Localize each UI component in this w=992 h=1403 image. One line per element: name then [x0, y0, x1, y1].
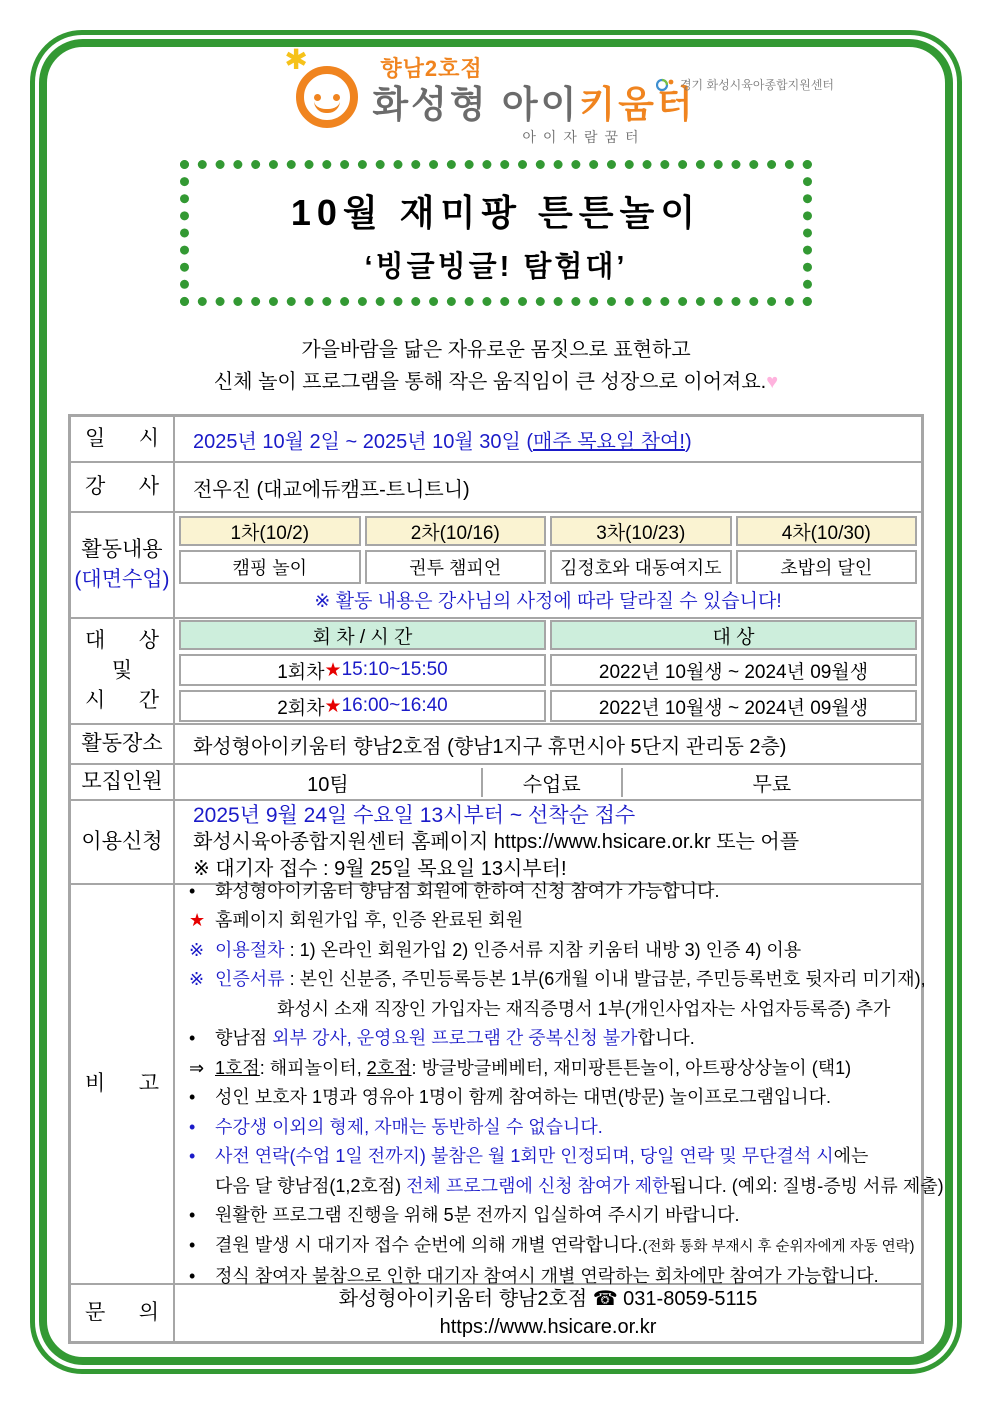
- target-col-header: 대 상: [550, 620, 917, 650]
- intro-line2: 신체 놀이 프로그램을 통해 작은 움직임이 큰 성장으로 이어져요.♥: [213, 371, 779, 393]
- row-apply-label: 이용신청: [71, 801, 175, 883]
- apply-site: 화성시육아종합지원센터 홈페이지 https://www.hsicare.or.kr 또는 어플: [193, 830, 800, 853]
- row-recruit: [71, 763, 921, 799]
- remark-marker: •: [189, 1266, 196, 1286]
- row-datetime-label: 일 시: [71, 417, 175, 461]
- remark-line: ★ 홈페이지 회원가입 후, 인증 완료된 회원: [189, 906, 944, 936]
- remark-marker: •: [189, 1087, 196, 1107]
- datetime-value: 2025년 10월 2일 ~ 2025년 10월 30일 (매주 목요일 참여!): [193, 430, 692, 453]
- session-header: 4차(10/30): [736, 516, 918, 546]
- remark-marker: •: [189, 880, 196, 901]
- intro-text: [0, 334, 992, 398]
- remark-line: 다음 달 향남점(1,2호점) 전체 프로그램에 신청 참여가 제한됩니다. (예외: 질병-증빙 서류 제출): [215, 1175, 944, 1196]
- apply-date: 2025년 9월 24일 수요일 13시부터 ~ 선착순 접수: [193, 803, 636, 827]
- logo-header: [0, 44, 992, 152]
- remark-line: • 결원 발생 시 대기자 접수 순번에 의해 개별 연락합니다.(전화 통화 부재시 후 순위자에게 자동 연락): [189, 1231, 944, 1263]
- fee-value: 무료: [752, 773, 792, 796]
- session-time: 2회차 ★ 16:00~16:40: [179, 690, 546, 722]
- star-marker: ★: [324, 659, 342, 681]
- star-icon: ✱: [284, 44, 308, 75]
- row-activity: [71, 511, 921, 617]
- row-target-label: 대 상 및 시 간: [71, 619, 175, 723]
- remark-line: • 성인 보호자 1명과 영유아 1명이 함께 참여하는 대면(방문) 놀이프로그램입니다.: [189, 1083, 944, 1113]
- branch-name: 향남2호점: [380, 56, 483, 81]
- remark-line: 화성시 소재 직장인 가입자는 재직증명서 1부(개인사업자는 사업자등록증) 추가: [277, 998, 891, 1019]
- contact-phone: 화성형아이키움터 향남2호점 ☎ 031-8059-5115: [338, 1288, 758, 1310]
- session-activity: 초밥의 달인: [736, 550, 918, 584]
- remark-marker: ★: [189, 910, 206, 930]
- activity-headers: [179, 516, 917, 584]
- remark-marker: •: [189, 1028, 196, 1048]
- row-apply: [71, 799, 921, 883]
- info-table: [68, 414, 944, 1344]
- row-instructor: [71, 461, 921, 511]
- star-marker: ★: [324, 695, 342, 717]
- remark-marker: ※: [189, 939, 205, 960]
- row-contact: [71, 1283, 921, 1341]
- contact-info: [175, 1285, 921, 1341]
- session-time: 1회차 ★ 15:10~15:50: [179, 654, 546, 686]
- row-place: [71, 723, 921, 763]
- target-birth: 2022년 10월생 ~ 2024년 09월생: [550, 690, 917, 722]
- brand-title: [372, 83, 695, 127]
- session-header: 2차(10/16): [365, 516, 547, 546]
- brand-title-gray: 화성형 아이: [372, 84, 580, 125]
- row-datetime: [71, 417, 921, 461]
- apply-info: [175, 801, 921, 883]
- smiley-face-icon: [284, 44, 358, 128]
- remark-line: • 향남점 외부 강사, 운영요원 프로그램 간 중복신청 불가합니다.: [189, 1024, 944, 1054]
- row-activity-label: 활동내용 (대면수업): [71, 513, 175, 617]
- row-target: [71, 617, 921, 723]
- row-contact-label: 문 의: [71, 1285, 175, 1341]
- recruit-count: 10팀: [307, 773, 349, 796]
- remark-marker: •: [189, 1234, 196, 1255]
- row-remarks-label: 비 고: [71, 885, 175, 1283]
- row-remarks: [71, 880, 944, 1286]
- contact-url: https://www.hsicare.or.kr: [439, 1316, 657, 1338]
- row-recruit-label: 모집인원: [71, 765, 175, 799]
- remark-line: • 정식 참여자 불참으로 인한 대기자 참여시 개별 연락하는 회차에만 참여가 가능합니다.: [189, 1262, 944, 1292]
- activity-note: ※ 활동 내용은 강사님의 사정에 따라 달라질 수 있습니다!: [314, 590, 782, 612]
- target-birth: 2022년 10월생 ~ 2024년 09월생: [550, 654, 917, 686]
- remark-line: • 수강생 이외의 형제, 자매는 동반하실 수 없습니다.: [189, 1113, 944, 1143]
- session-header: 3차(10/23): [550, 516, 732, 546]
- heart-icon: ♥: [766, 371, 779, 393]
- target-col-header: 회 차 / 시 간: [179, 620, 546, 650]
- row-place-label: 활동장소: [71, 725, 175, 763]
- session-activity: 김정호와 대동여지도: [550, 550, 732, 584]
- fee-label: 수업료: [481, 768, 623, 797]
- remark-line: • 사전 연락(수업 1일 전까지) 불참은 월 1회만 인정되며, 당일 연락 및 무단결석 시에는: [189, 1142, 944, 1172]
- instructor-value: 전우진 (대교에듀캠프-트니트니): [193, 478, 470, 501]
- brand-subtitle: 아이자람꿈터: [522, 129, 646, 145]
- agency-swirl-icon: [656, 78, 676, 92]
- remarks-list: [175, 880, 952, 1286]
- place-value: 화성형아이키움터 향남2호점 (향남1지구 휴먼시아 5단지 관리동 2층): [193, 735, 787, 758]
- remark-marker: •: [189, 1146, 196, 1166]
- remark-line: ※ 인증서류 : 본인 신분증, 주민등록등본 1부(6개월 이내 발급분, 주민등록번호 뒷자리 미기재),: [189, 965, 944, 995]
- brand-title-orange: 키움터: [579, 84, 696, 125]
- session-header: 1차(10/2): [179, 516, 361, 546]
- remark-line: • 원활한 프로그램 진행을 위해 5분 전까지 입실하여 주시기 바랍니다.: [189, 1201, 944, 1231]
- remark-line: • 화성형아이키움터 향남점 회원에 한하여 신청 참여가 가능합니다.: [189, 877, 944, 907]
- remark-marker: •: [189, 1205, 196, 1225]
- apply-waitlist: ※ 대기자 접수 : 9월 25일 목요일 13시부터!: [193, 857, 567, 880]
- target-schedule: [175, 619, 921, 723]
- remark-marker: ※: [189, 969, 205, 989]
- title-box: [180, 160, 812, 306]
- program-subtitle: ‘빙글빙글! 탐험대’: [364, 251, 628, 283]
- remark-line: ⇒ 1호점: 해피놀이터, 2호점: 방글방글베베터, 재미팡튼튼놀이, 아트팡상상놀이 (택1): [189, 1054, 944, 1084]
- remark-line: ※ 이용절차 : 1) 온라인 회원가입 2) 인증서류 지참 키움터 내방 3) 인증 4) 이용: [189, 936, 944, 966]
- session-activity: 권투 챔피언: [365, 550, 547, 584]
- program-title: 10월 재미팡 튼튼놀이: [290, 192, 702, 233]
- remark-marker: •: [189, 1116, 196, 1137]
- intro-line1: 가을바람을 닮은 자유로운 몸짓으로 표현하고: [301, 339, 691, 361]
- remark-marker: ⇒: [189, 1057, 205, 1078]
- row-instructor-label: 강 사: [71, 463, 175, 511]
- session-activity: 캠핑 놀이: [179, 550, 361, 584]
- activity-schedule: [175, 513, 921, 617]
- agency-label: 경기 화성시육아종합지원센터: [656, 76, 834, 93]
- underlined-note: 매주 목요일 참여!: [533, 430, 685, 453]
